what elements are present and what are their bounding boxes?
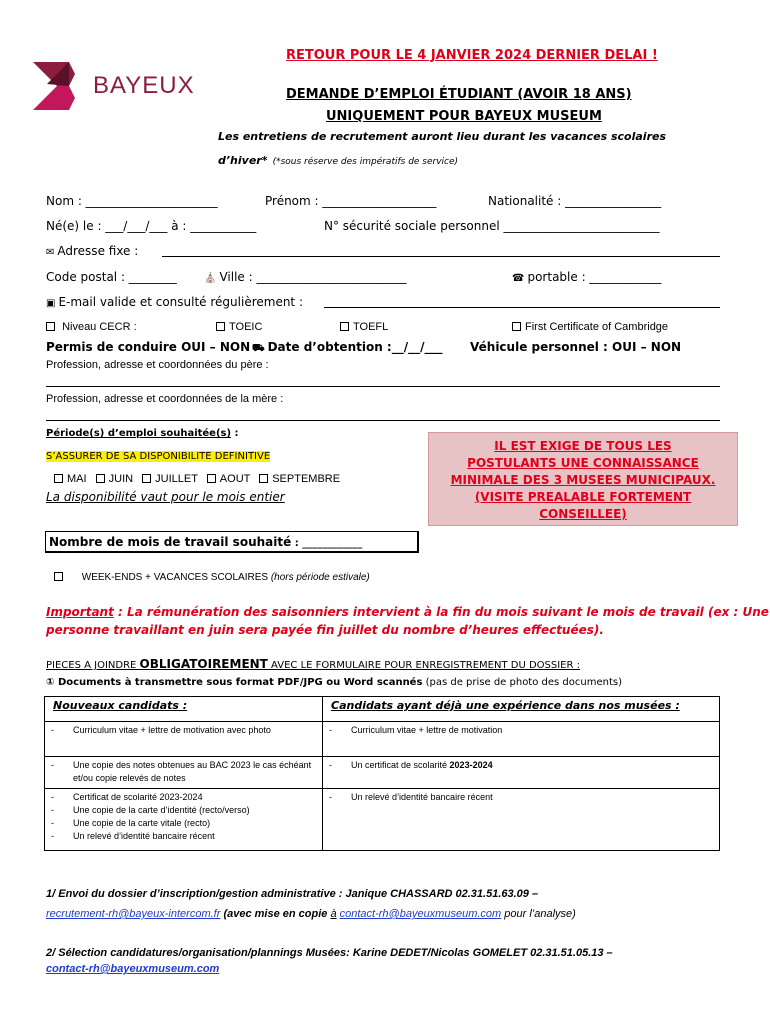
- weekends-note: (hors période estivale): [270, 572, 370, 583]
- col-experienced-candidates: Candidats ayant déjà une expérience dans nos musées :: [323, 697, 720, 722]
- notice-line-2: POSTULANTS UNE CONNAISSANCE: [467, 456, 699, 470]
- building-icon: ⛪: [204, 273, 217, 284]
- field-email[interactable]: [46, 295, 303, 309]
- doc-item: Curriculum vitae + lettre de motivation: [351, 725, 503, 735]
- pieces-subheading: [46, 677, 622, 688]
- may-checkbox[interactable]: [54, 474, 63, 483]
- month-checkboxes: [54, 473, 340, 485]
- city-label: Ville : _________________________: [219, 270, 407, 284]
- table-header-row: [45, 697, 720, 722]
- mobile-label: portable : ____________: [527, 270, 662, 284]
- pieces-heading-a: PIECES A JOINDRE: [46, 660, 140, 671]
- table-cell: - Curriculum vitae + lettre de motivation avec photo: [45, 722, 323, 757]
- car-icon: ⛟: [252, 343, 265, 354]
- table-row: [45, 789, 720, 851]
- field-nom[interactable]: Nom : ______________________: [46, 194, 218, 208]
- month-july[interactable]: [142, 473, 198, 485]
- pieces-sub-note: (pas de prise de photo des documents): [422, 677, 622, 688]
- intro-note: (*sous réserve des impératifs de service): [272, 157, 459, 167]
- september-label: SEPTEMBRE: [272, 473, 341, 485]
- museum-email-link[interactable]: contact-rh@bayeuxmuseum.com: [46, 963, 220, 975]
- field-postal-code[interactable]: Code postal : ________: [46, 270, 177, 284]
- table-cell: - Curriculum vitae + lettre de motivation: [323, 722, 720, 757]
- first-cert-option[interactable]: [512, 321, 668, 333]
- availability-note: La disponibilité vaut pour le mois entier: [46, 490, 285, 504]
- computer-icon: ▣: [46, 298, 56, 309]
- first-cert-checkbox[interactable]: [512, 322, 521, 331]
- contact-2-line-2: [46, 963, 219, 975]
- toefl-option[interactable]: [340, 321, 388, 333]
- pieces-heading-b: OBLIGATOIREMENT: [139, 657, 268, 671]
- doc-item: Certificat de scolarité 2023-2024: [73, 792, 203, 802]
- field-birth[interactable]: Né(e) le : ___/___/___ à : ___________: [46, 219, 257, 233]
- june-checkbox[interactable]: [96, 474, 105, 483]
- cecr-option[interactable]: [46, 321, 137, 333]
- table-row: [45, 757, 720, 789]
- august-checkbox[interactable]: [207, 474, 216, 483]
- field-address[interactable]: [46, 244, 138, 258]
- month-june[interactable]: [96, 473, 133, 485]
- notice-line-3: MINIMALE DES 3 MUSEES MUNICIPAUX.: [450, 473, 716, 487]
- months-wanted-label: Nombre de mois de travail souhaité: [49, 535, 292, 549]
- documents-table: [44, 696, 720, 851]
- notice-line-1: IL EST EXIGE DE TOUS LES: [494, 439, 672, 453]
- field-city[interactable]: [204, 270, 406, 284]
- table-cell: - Une copie des notes obtenues au BAC 2023 le cas échéant et/ou copie relevés de notes: [45, 757, 323, 789]
- important-text-1: : La rémunération des saisonniers intervient à la fin du mois suivant le mois de travail (ex : Une: [113, 605, 769, 619]
- table-cell: - Un certificat de scolarité 2023-2024: [323, 757, 720, 789]
- page-title: DEMANDE D’EMPLOI ÉTUDIANT (AVOIR 18 ANS): [286, 87, 632, 102]
- weekends-label: WEEK-ENDS + VACANCES SCOLAIRES: [81, 572, 269, 583]
- periods-heading-text: Période(s) d’emploi souhaitée(s): [46, 428, 232, 439]
- field-social-security[interactable]: N° sécurité sociale personnel __________________________: [324, 219, 660, 233]
- doc-item: Un relevé d’identité bancaire récent: [351, 792, 493, 802]
- toefl-checkbox[interactable]: [340, 322, 349, 331]
- months-wanted-blank: : ____________: [291, 538, 363, 549]
- month-august[interactable]: [207, 473, 250, 485]
- cecr-checkbox[interactable]: [46, 322, 55, 331]
- month-may[interactable]: [54, 473, 87, 485]
- periods-heading-suffix: :: [231, 428, 239, 439]
- field-vehicle[interactable]: Véhicule personnel : OUI – NON: [470, 340, 682, 354]
- notice-line-4: (VISITE PREALABLE FORTEMENT: [474, 490, 692, 504]
- doc-item: Une copie des notes obtenues au BAC 2023 le cas échéant et/ou copie relevés de notes: [73, 760, 312, 783]
- father-info-label: Profession, adresse et coordonnées du père :: [46, 359, 269, 371]
- address-label: Adresse fixe :: [57, 244, 139, 258]
- important-line-1: [46, 605, 769, 619]
- pieces-sub-bold: Documents à transmettre sous format PDF/JPG ou Word scannés: [54, 677, 423, 688]
- contact-2-line-1: 2/ Sélection candidatures/organisation/plannings Musées: Karine DEDET/Nicolas GOMELET 02.31.51.05.13 –: [46, 947, 613, 959]
- notice-line-5: CONSEILLEE): [539, 507, 627, 521]
- august-label: AOUT: [219, 473, 251, 485]
- toeic-option[interactable]: [216, 321, 262, 333]
- important-line-2: personne travaillant en juin sera payée fin juillet du nombre d’heures effectuées).: [46, 623, 604, 637]
- license-date-label: Date d’obtention :__/__/___: [267, 340, 443, 354]
- doc-item: Un relevé d’identité bancaire récent: [73, 831, 215, 841]
- toefl-label: TOEFL: [353, 321, 389, 333]
- doc-item: [351, 759, 493, 772]
- phone-icon: ☎: [512, 273, 525, 284]
- email-label: E-mail valide et consulté régulièrement :: [58, 295, 303, 309]
- months-wanted-field[interactable]: [49, 535, 362, 549]
- may-label: MAI: [67, 473, 87, 485]
- field-nationalite[interactable]: Nationalité : ________________: [488, 194, 662, 208]
- table-cell: - Un relevé d’identité bancaire récent: [323, 789, 720, 851]
- mother-info-line[interactable]: [46, 420, 720, 421]
- page-subtitle: UNIQUEMENT POUR BAYEUX MUSEUM: [326, 109, 602, 124]
- month-september[interactable]: [259, 473, 340, 485]
- important-label: Important: [46, 605, 114, 619]
- intro-line-2: [218, 149, 458, 168]
- circled-one-icon: ①: [46, 677, 55, 688]
- june-label: JUIN: [108, 473, 134, 485]
- analysis-text: pour l’analyse): [501, 908, 576, 920]
- july-label: JUILLET: [155, 473, 198, 485]
- address-line: [162, 256, 720, 257]
- envelope-icon: ✉: [46, 247, 55, 258]
- col-new-candidates: Nouveaux candidats :: [45, 697, 323, 722]
- field-license[interactable]: Permis de conduire OUI – NON: [46, 340, 251, 354]
- weekends-checkbox[interactable]: [54, 572, 63, 581]
- field-mobile[interactable]: [512, 270, 661, 284]
- availability-warning: S’ASSURER DE SA DISPONIBILITE DEFINITIVE: [46, 451, 271, 462]
- intro-line-1: Les entretiens de recrutement auront lieu durant les vacances scolaires: [218, 130, 667, 143]
- pieces-heading-c: AVEC LE FORMULAIRE POUR ENREGISTREMENT DU DOSSIER :: [267, 660, 580, 671]
- doc-item: Curriculum vitae + lettre de motivation avec photo: [73, 725, 271, 735]
- field-prenom[interactable]: Prénom : ___________________: [265, 194, 437, 208]
- pieces-heading: [46, 657, 580, 671]
- copy-a: à: [330, 908, 337, 920]
- museum-notice-box: [428, 432, 738, 526]
- deadline-banner: RETOUR POUR LE 4 JANVIER 2024 DERNIER DELAI !: [286, 48, 658, 63]
- cecr-label: Niveau CECR :: [62, 321, 137, 333]
- doc-item-year: 2023-2024: [449, 760, 493, 770]
- doc-item-prefix: Un certificat de scolarité: [351, 760, 450, 770]
- father-info-line[interactable]: [46, 386, 720, 387]
- toeic-label: TOEIC: [229, 321, 263, 333]
- field-license-date[interactable]: [252, 340, 442, 356]
- intro-winter: d’hiver*: [218, 154, 268, 167]
- toeic-checkbox[interactable]: [216, 322, 225, 331]
- contact-1-line-2: [46, 908, 576, 920]
- september-checkbox[interactable]: [259, 474, 268, 483]
- contact-1-line-1: 1/ Envoi du dossier d’inscription/gestion administrative : Janique CHASSARD 02.31.51.63.09 –: [46, 888, 539, 900]
- weekends-option[interactable]: [54, 572, 370, 583]
- first-cert-label: First Certificate of Cambridge: [525, 321, 669, 333]
- copy-text: (avec mise en copie: [220, 908, 331, 920]
- mother-info-label: Profession, adresse et coordonnées de la mère :: [46, 393, 284, 405]
- periods-heading: [46, 428, 239, 439]
- recruitment-email-link[interactable]: recrutement-rh@bayeux-intercom.fr: [46, 908, 221, 920]
- doc-item: Une copie de la carte vitale (recto): [73, 818, 211, 828]
- july-checkbox[interactable]: [142, 474, 151, 483]
- hr-email-link[interactable]: contact-rh@bayeuxmuseum.com: [339, 908, 502, 920]
- logo-text: BAYEUX: [93, 72, 195, 99]
- bayeux-logo: [33, 62, 213, 112]
- doc-item: Une copie de la carte d’identité (recto/verso): [73, 805, 250, 815]
- email-line: [324, 307, 720, 308]
- table-row: [45, 722, 720, 757]
- table-cell: - Certificat de scolarité 2023-2024 - Une copie de la carte d’identité (recto/verso) - Une copie de la carte vitale (recto) - Un relevé d’identité bancaire récent: [45, 789, 323, 851]
